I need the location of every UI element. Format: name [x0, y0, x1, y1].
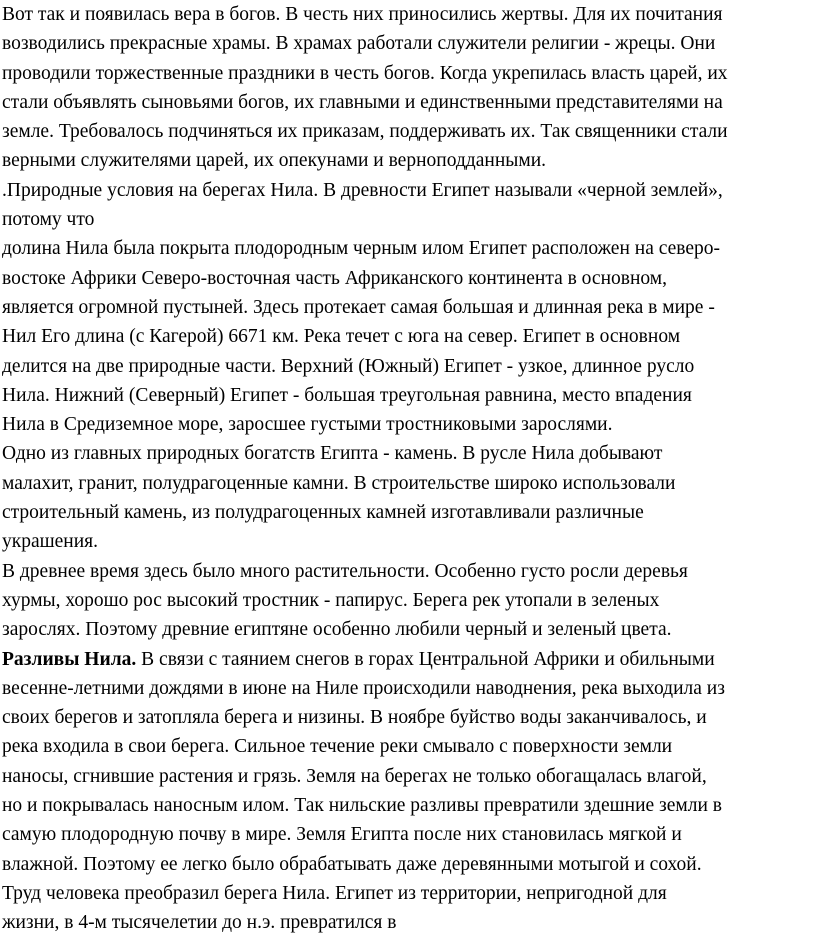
text-line: влажной. Поэтому ее легко было обрабатывать даже деревянными мотыгой и сохой.	[2, 853, 702, 875]
text-line: Труд человека преобразил берега Нила. Египет из территории, непригодной для	[2, 882, 667, 904]
text-line: потому что	[2, 209, 95, 231]
text-line: Нила. Нижний (Северный) Египет - большая треугольная равнина, место впадения	[2, 384, 692, 406]
text-line: верными служителями царей, их опекунами и верноподданными.	[2, 150, 547, 172]
section-heading: Разливы Нила.	[2, 648, 137, 670]
text-line: востоке Африки Северо-восточная часть Африканского континента в основном,	[2, 267, 667, 289]
text-line: долина Нила была покрыта плодородным черным илом Египет расположен на северо-	[2, 238, 721, 260]
text-line: строительный камень, из полудрагоценных камней изготавливали различные	[2, 502, 644, 524]
paragraph-stone	[2, 439, 816, 556]
paragraph-natural-conditions-heading	[2, 176, 816, 235]
text-line: возводились прекрасные храмы. В храмах работали служители религии - жрецы. Они	[2, 33, 716, 55]
paragraph-vegetation	[2, 557, 816, 645]
text-line: но и покрывалась наносным илом. Так нильские разливы превратили здешние земли в	[2, 795, 722, 817]
paragraph-nile-valley	[2, 234, 816, 439]
text-line: Одно из главных природных богатств Египта - камень. В русле Нила добывают	[2, 443, 663, 465]
text-line: зарослях. Поэтому древние египтяне особенно любили черный и зеленый цвета.	[2, 619, 672, 641]
text-line: своих берегов и затопляла берега и низины. В ноябре буйство воды заканчивалось, и	[2, 707, 707, 729]
text-line: делится на две природные части. Верхний (Южный) Египет - узкое, длинное русло	[2, 355, 695, 377]
text-line: хурмы, хорошо рос высокий тростник - папирус. Берега рек утопали в зеленых	[2, 589, 660, 611]
text-line: река входила в свои берега. Сильное течение реки смывало с поверхности земли	[2, 736, 673, 758]
text-line: Нила в Средиземное море, заросшее густыми тростниковыми зарослями.	[2, 414, 613, 436]
paragraph-nile-floods	[2, 645, 816, 938]
text-line: весенне-летними дождями в июне на Ниле происходили наводнения, река выходила из	[2, 677, 725, 699]
text-line: украшения.	[2, 531, 99, 553]
text-line: Нил Его длина (с Кагерой) 6671 км. Река течет с юга на север. Египет в основном	[2, 326, 681, 348]
text-line: самую плодородную почву в мире. Земля Египта после них становилась мягкой и	[2, 824, 682, 846]
text-line: малахит, гранит, полудрагоценные камни. В строительстве широко использовали	[2, 472, 676, 494]
text-line: наносы, сгнившие растения и грязь. Земля на берегах не только обогащалась влагой,	[2, 765, 707, 787]
text-line: стали объявлять сыновьями богов, их главными и единственными представителями на	[2, 91, 723, 113]
text-line: земле. Требовалось подчиняться их приказам, поддерживать их. Так священники стали	[2, 121, 728, 143]
text-line: В связи с таянием снегов в горах Центральной Африки и обильными	[136, 648, 715, 670]
text-line: проводили торжественные праздники в честь богов. Когда укрепилась власть царей, их	[2, 62, 728, 84]
text-line: .Природные условия на берегах Нила. В древности Египет называли «черной землей»,	[2, 179, 723, 201]
text-line: жизни, в 4-м тысячелетии до н.э. превратился в	[2, 912, 397, 934]
text-line: Вот так и появилась вера в богов. В честь них приносились жертвы. Для их почитания	[2, 4, 723, 25]
text-line: является огромной пустыней. Здесь протекает самая большая и длинная река в мире -	[2, 296, 715, 318]
text-line: В древнее время здесь было много растительности. Особенно густо росли деревья	[2, 560, 688, 582]
paragraph-religion	[2, 0, 816, 176]
